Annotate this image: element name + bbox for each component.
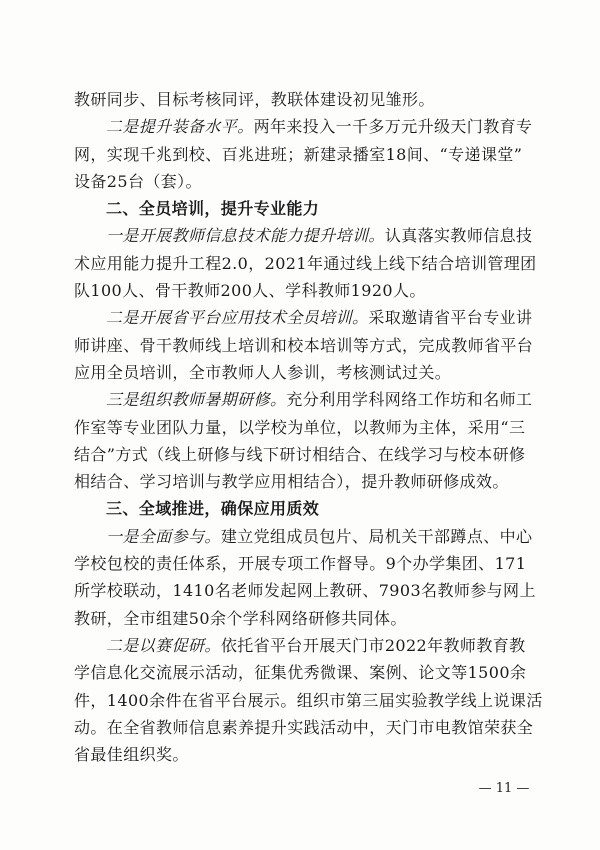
heading-text: 二、全员培训，提升专业能力 <box>106 199 320 219</box>
body-line <box>74 632 534 659</box>
section-heading <box>74 495 534 522</box>
line-text: 件，1400余件在省平台展示。组织市第三届实验教学线上说课活 <box>74 690 543 710</box>
line-text: 结合”方式（线上研修与线下研讨相结合、在线学习与校本研修 <box>74 444 526 464</box>
line-text: 依托省平台开展天门市2022年教师教育教 <box>220 635 526 655</box>
body-line <box>74 414 534 441</box>
body-line <box>74 168 534 195</box>
paragraph-lead: 一是开展教师信息技术能力提升培训。 <box>106 226 385 246</box>
body-line <box>74 141 534 168</box>
line-text: 建立党组成员包片、局机关干部蹲点、中心 <box>220 526 533 546</box>
body-line <box>74 714 534 741</box>
paragraph-lead: 二是提升装备水平。 <box>106 117 254 137</box>
line-text: 认真落实教师信息技 <box>384 226 533 246</box>
body-line <box>74 523 534 550</box>
line-text: 应用全员培训，全市教师人人参训，考核测试过关。 <box>74 362 452 382</box>
line-text: 采取邀请省平台专业讲 <box>368 308 533 328</box>
body-line <box>74 741 534 768</box>
line-text: 学校包校的责任体系，开展专项工作督导。9个办学集团、171 <box>74 554 527 574</box>
line-text: 充分利用学科网络工作坊和名师工 <box>286 390 533 410</box>
line-text: 队100人、骨干教师200人、学科教师1920人。 <box>74 281 426 301</box>
document-body <box>74 86 543 768</box>
body-line <box>74 250 537 277</box>
body-line <box>74 550 534 577</box>
paragraph-lead: 一是全面参与。 <box>106 526 221 546</box>
line-text: 术应用能力提升工程2.0，2021年通过线上线下结合培训管理团 <box>74 253 537 273</box>
page-number: — 11 — <box>478 781 530 796</box>
line-text: 网，实现千兆到校、百兆进班；新建录播室18间、“专递课堂” <box>74 144 523 164</box>
line-text: 两年来投入一千多万元升级天门教育专 <box>253 117 533 137</box>
line-text: 设备25台（套）。 <box>74 171 202 191</box>
section-heading <box>74 195 534 222</box>
body-line <box>74 359 534 386</box>
line-text: 相结合、学习培训与教学应用相结合），提升教师研修成效。 <box>74 472 509 492</box>
line-text: 教研同步、目标考核同评，教联体建设初见雏形。 <box>74 90 435 109</box>
line-text: 作室等专业团队力量，以学校为单位，以教师为主体，采用“三 <box>74 417 526 437</box>
body-line <box>74 222 534 249</box>
body-line <box>74 468 534 495</box>
body-line <box>74 577 534 604</box>
body-line <box>74 441 534 468</box>
body-line <box>74 113 534 140</box>
body-line <box>74 687 543 714</box>
body-line <box>74 86 534 113</box>
body-line <box>74 304 534 331</box>
body-line <box>74 277 534 304</box>
paragraph-lead: 二是以赛促研。 <box>106 635 221 655</box>
body-line <box>74 332 534 359</box>
paragraph-lead: 二是开展省平台应用技术全员培训。 <box>106 308 369 328</box>
body-line <box>74 386 534 413</box>
heading-text: 三、全域推进，确保应用质效 <box>106 499 320 519</box>
line-text: 省最佳组织奖。 <box>74 745 189 765</box>
paragraph-lead: 三是组织教师暑期研修。 <box>106 390 287 410</box>
line-text: 动。在全省教师信息素养提升实践活动中，天门市电教馆荣获全 <box>74 717 534 737</box>
body-line <box>74 605 534 632</box>
line-text: 师讲座、骨干教师线上培训和校本培训等方式，完成教师省平台 <box>74 335 534 355</box>
line-text: 教研，全市组建50余个学科网络研修共同体。 <box>74 608 407 628</box>
line-text: 学信息化交流展示活动，征集优秀微课、案例、论文等1500余 <box>74 663 527 683</box>
line-text: 所学校联动，1410名老师发起网上教研、7903名教师参与网上 <box>74 581 536 601</box>
body-line <box>74 659 534 686</box>
